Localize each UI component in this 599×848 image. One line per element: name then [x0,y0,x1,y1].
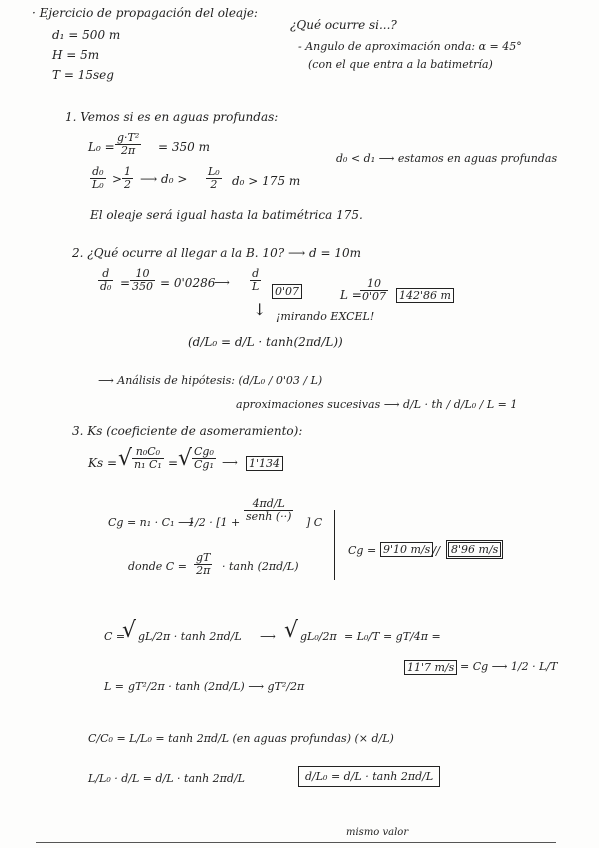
s2-ratio-values [130,268,155,293]
angle: - Angulo de aproximación onda: α = 45° [298,40,522,53]
s3-c-tanh: · tanh (2πd/L) [222,560,299,573]
den: n₁ C₁ [134,458,162,471]
s2-l-fraction [360,278,388,303]
den: Cg₁ [194,458,214,471]
s3-c-sqrt-lhs: C = [104,630,126,643]
s3-l-expr: gT²/2π · tanh (2πd/L) ⟶ gT²/2π [128,680,305,693]
down-arrow-icon: ↓ [253,300,267,319]
s3-box-117: 11'7 m/s [404,660,457,675]
s2-approx: aproximaciones sucesivas ⟶ d/L · th / d/L₀ / L = 1 [236,398,518,411]
s3-c-sqrt-inner: gL/2π · tanh 2πd/L [138,630,242,643]
num: 4πd/L [244,498,293,511]
den: 2 [210,178,218,191]
s2-relation: (d/L₀ = d/L · tanh(2πd/L)) [188,335,343,349]
s3-ks-a [132,446,164,471]
den: 2π [196,564,211,577]
den: 0'07 [362,290,387,303]
sqrt-icon: √ [284,618,299,643]
arrow: ⟶ [260,630,276,643]
s3-last-box: d/L₀ = d/L · tanh 2πd/L [298,766,440,787]
s3-l-lhs: L = [104,680,125,693]
s2-l-box: 142'86 m [396,288,454,303]
num: gT [196,551,211,564]
angle-note: (con el que entra a la batimetría) [308,58,493,71]
question: ¿Qué ocurre si...? [290,18,397,32]
arrow: ⟶ [222,456,238,469]
s3-cg-result: Cg = [348,544,377,557]
s3-ks-box: 1'134 [246,456,283,471]
den: 2π [121,144,136,157]
s3-c-sqrt2: gL₀/2π [300,630,337,643]
s3-cg-close: ] C [306,516,323,529]
den: 350 [132,280,153,293]
s3-cg-fraction [244,498,293,523]
num: d₀ [90,166,106,179]
s3-cg-box1: 9'10 m/s [380,542,433,557]
s1-d0-result: d₀ > 175 m [232,174,301,188]
s3-cg-box2: 8'96 m/s [446,540,503,559]
num: d [98,268,113,281]
s3-c-fraction [194,552,212,577]
d1-value: d₁ = 500 m [52,28,121,42]
s3-last: L/L₀ · d/L = d/L · tanh 2πd/L [88,772,245,785]
s1-condition: d₀ < d₁ ⟶ estamos en aguas profundas [336,152,558,165]
s2-hypothesis: ⟶ Análisis de hipótesis: (d/L₀ / 0'03 / L) [98,374,323,387]
sqrt-icon: √ [122,618,137,643]
s1-d0-part: ⟶ d₀ > [140,172,188,186]
s1-ratio [90,166,106,191]
s1-l0-result: = 350 m [158,140,210,154]
s3-ks-lhs: Ks = [88,456,117,470]
den: L [252,280,260,293]
den: d₀ [100,280,112,293]
s3-mismo-valor: mismo valor [346,827,409,838]
t-value: T = 15seg [52,68,114,82]
num: 1 [124,165,131,178]
den: L₀ [92,178,104,191]
den: senh (··) [246,510,292,523]
s1-l0-half [206,166,222,191]
s1-l0-fraction [115,132,141,157]
s3-heading: 3. Ks (coeficiente de asomeramiento): [72,424,303,438]
eq: = [120,276,131,290]
sqrt-icon: √ [178,446,193,471]
eq: = [168,456,179,470]
num: Cg₀ [194,445,214,458]
num: g·T² [117,131,140,144]
s3-cg-lhs: Cg = n₁ · C₁ ⟶ [108,516,194,529]
exercise-title: · Ejercicio de propagación del oleaje: [32,6,258,20]
num: 10 [360,278,388,291]
brace [334,510,335,580]
s1-l0-lhs: L₀ = [88,140,115,154]
page-bottom-rule [36,842,556,843]
s1-conclusion: El oleaje será igual hasta la batimétrica 175. [90,208,363,222]
s2-excel: ¡mirando EXCEL! [276,310,375,323]
h-value: H = 5m [52,48,100,62]
s3-cg-rel: = Cg ⟶ 1/2 · L/T [460,660,558,673]
num: L₀ [208,165,220,178]
s1-half [122,166,133,191]
s2-l-lhs: L = [340,288,362,302]
s2-ratio [98,268,113,293]
s2-heading: 2. ¿Qué ocurre al llegar a la B. 10? ⟶ d = 10m [72,246,361,260]
s3-ks-b [192,446,216,471]
s2-ratio-result: = 0'0286 [160,276,216,290]
s3-cg-half: 1/2 · [1 + [188,516,241,529]
s2-dl-box: 0'07 [272,284,302,299]
slashes: // [432,544,441,558]
gt: > [112,172,123,186]
s2-d-over-l [250,268,261,293]
num: n₀C₀ [132,446,164,459]
sqrt-icon: √ [118,446,133,471]
arrow: ⟶ [214,276,230,289]
s3-c-eq: = L₀/T = gT/4π = [344,630,441,643]
den: 2 [124,178,131,191]
num: d [250,268,261,281]
s3-cc0: C/C₀ = L/L₀ = tanh 2πd/L (en aguas profundas) (× d/L) [88,732,394,745]
s1-heading: 1. Vemos si es en aguas profundas: [65,110,279,124]
s3-donde: donde C = [128,560,187,573]
num: 10 [130,268,155,281]
